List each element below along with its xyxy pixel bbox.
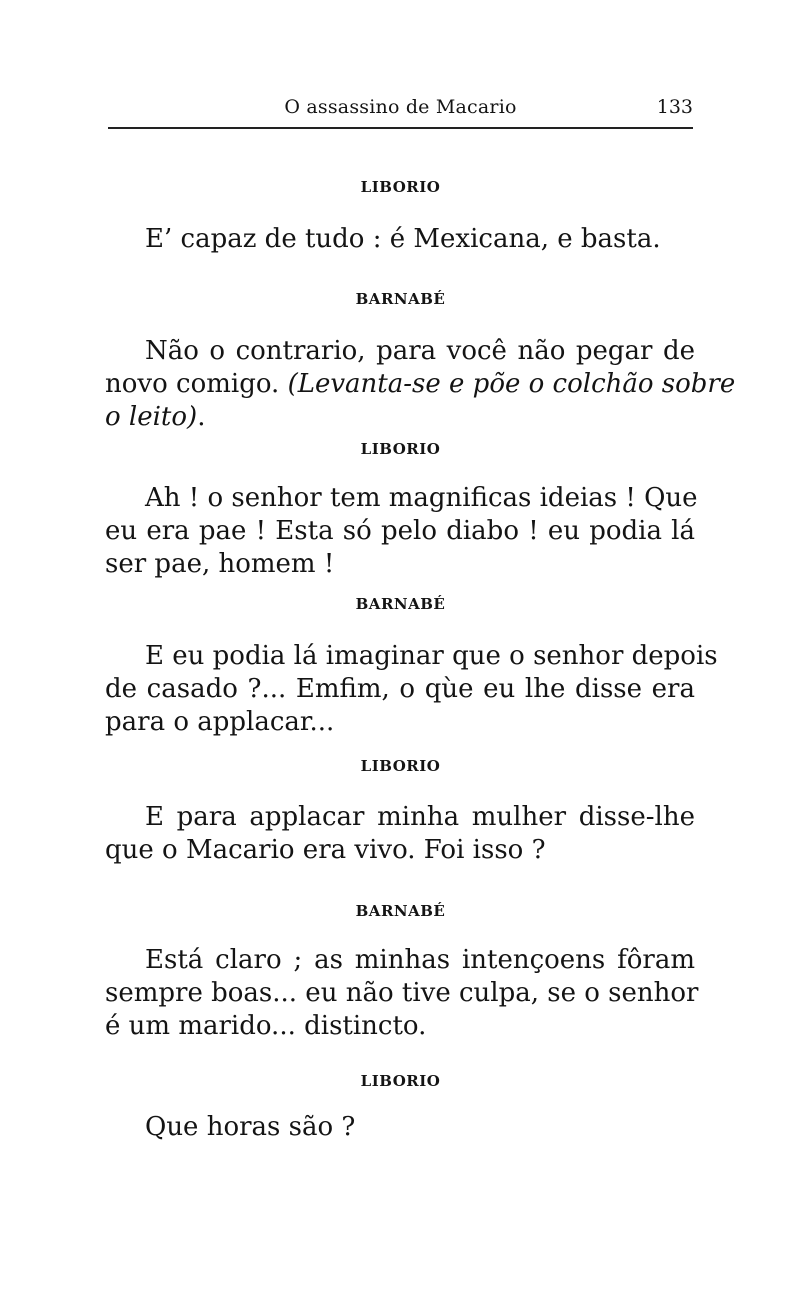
- speech-line: E para applacar minha mulher disse-lhe: [145, 802, 695, 832]
- speech-line: que o Macario era vivo. Foi isso ?: [105, 835, 546, 865]
- speech-text: .: [197, 402, 206, 432]
- speech-block: [105, 1111, 695, 1144]
- speech-line: eu era pae ! Esta só pelo diabo ! eu podia lá: [105, 516, 695, 546]
- speech-block: [105, 335, 736, 434]
- speech-line: sempre boas... eu não tive culpa, se o senhor: [105, 978, 699, 1008]
- speech-line: [105, 368, 736, 401]
- speaker-name: BARNABÉ: [355, 595, 446, 613]
- page-header: [108, 92, 693, 124]
- speech-line: Está claro ; as minhas intençoens fôram: [145, 945, 695, 975]
- speech-line: Ah ! o senhor tem magnificas ideias ! Que: [145, 483, 698, 513]
- speech-block: [105, 944, 699, 1043]
- stage-direction: o leito): [105, 402, 198, 432]
- speech-block: [105, 482, 698, 581]
- header-rule: [108, 127, 693, 129]
- speaker-name: LIBORIO: [360, 757, 441, 775]
- speaker-name: BARNABÉ: [355, 902, 446, 920]
- speech-block: [105, 640, 718, 739]
- speaker-name: LIBORIO: [360, 178, 441, 196]
- speaker-name: LIBORIO: [360, 1072, 441, 1090]
- speech-line: E eu podia lá imaginar que o senhor depois: [145, 641, 718, 671]
- speech-line: E’ capaz de tudo : é Mexicana, e basta.: [145, 224, 661, 254]
- speech-text: novo comigo.: [105, 369, 280, 399]
- speech-line: ser pae, homem !: [105, 549, 335, 579]
- page-number: 133: [656, 96, 693, 118]
- speech-line: de casado ?... Emfim, o qùe eu lhe disse era: [105, 674, 695, 704]
- speech-line: Que horas são ?: [145, 1112, 356, 1142]
- speaker-name: LIBORIO: [360, 440, 441, 458]
- speech-line: [105, 401, 695, 434]
- speech-line: é um marido... distincto.: [105, 1011, 427, 1041]
- speech-line: para o applacar...: [105, 707, 335, 737]
- speech-block: [105, 801, 695, 867]
- running-title: O assassino de Macario: [284, 96, 517, 118]
- speech-line: Não o contrario, para você não pegar de: [145, 336, 695, 366]
- stage-direction: (Levanta-se e põe o colchão sobre: [287, 369, 736, 399]
- speech-block: [105, 223, 695, 256]
- speaker-name: BARNABÉ: [355, 290, 446, 308]
